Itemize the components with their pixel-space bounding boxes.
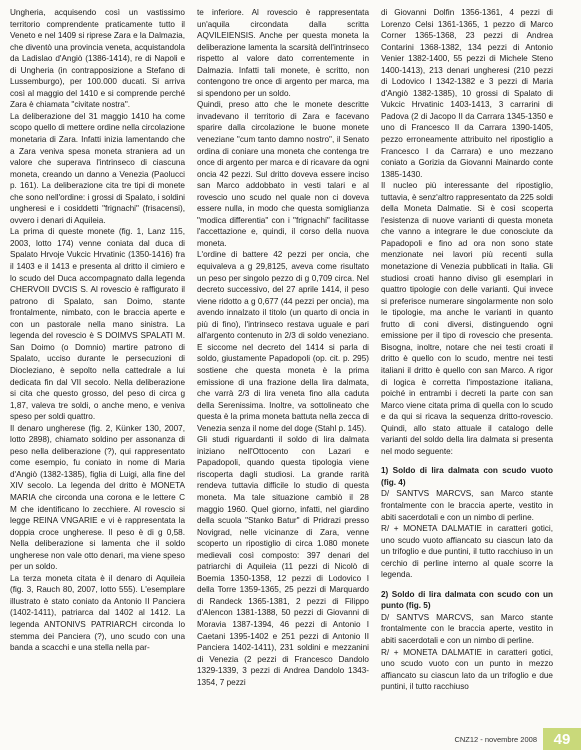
paragraph: di Giovanni Dolfin 1356-1361, 4 pezzi di Lorenzo Celsi 1361-1365, 1 pezzo di Marco Corner 1365-1368, 23 pezzi di Andrea Contarini 1368-1382, 134 pezzi di Antonio Venier 1382-1400, 55 pezzi di Michele Steno 1400-1413), 213 denari ungheresi (210 pezzi di Lodovico I 1342-1382 e 3 pezzi di Maria d'Angiò 1382-1385), 10 grossi di Spalato di Vukcic Hrvatinic 1403-1413, 3 carrarini di Padova (2 di Jacopo II da Carrara 1345-1350 e uno di Francesco II da Carrara 1390-1405, pezzo erroneamente attribuito nel ripostiglio a Francesco I da Carrara) e uno mezzano coniato a Gorizia da Giovanni Mainardo conte 1385-1430. [381,8,553,179]
catalog-entry-obverse: D/ SANTVS MARCVS, san Marco stante frontalmente con le braccia aperte, vestito in abiti sacerdotali e con un nimbo di perline. [381,489,553,522]
paragraph: Gli studi riguardanti il soldo di lira dalmata iniziano nell'Ottocento con Lazari e Papadopoli, quando questa tipologia viene riscoperta dagli studiosi. La grande rarità rendeva tuttavia difficile lo studio di questa moneta. Ma tale situazione cambiò il 28 maggio 1960. Quel giorno, infatti, nel giardino della scuola "Stanko Batur" di Pridrazi presso Novigrad, nelle vicinanze di Zara, venne scoperto un ripostiglio di circa 1.080 monete medievali così composto: 397 denari del patriarchi di Aquileia (11 pezzi di Nicolò di Boemia 1350-1358, 12 pezzi di Lodovico I della Torre 1359-1365, 25 pezzi di Marquardo di Randeck 1365-1381, 2 pezzi di Filippo d'Alencon 1381-1388, 50 pezzi di Giovanni di Moravia 1387-1394, 46 pezzi di Antonio I Caetani 1395-1402 e 251 pezzi di Antonio II Panciera 1402-1411), 231 soldini e mezzanini di Venezia (2 pezzi di Francesco Dandolo 1329-1339, 3 pezzi di Andrea Dandolo 1343-1354, 7 pezzi [197,435,369,687]
paragraph: Il nucleo più interessante del ripostiglio, tuttavia, è senz'altro rappresentato da 225 soldi della Moneta Dalmatie. Si è così scoperta l'esistenza di nuove varianti di questa moneta che vanno a integrare le due conosciute da Papadopoli e fino ad ora non sono state menzionate nei lavori più recenti sulla monetazione di Venezia pubblicati in Italia. Gli studiosi croati hanno diviso gli esemplari in quattro tipologie con delle varianti. Qui invece si preferisce numerare singolarmente non solo le tipologie, ma anche le varianti in quanto frutto di coni diversi, distinguendo ogni emissione per il tipo di rovescio che presenta. Bisogna, inoltre, notare che nei testi croati il dritto è quello con lo scudo, mentre nei testi italiani il dritto è quello con san Marco. A rigor di logica è corretta l'impostazione italiana, poiché in entrambi i decreti la parte con san Marco viene citata prima di quella con lo scudo e da qui si ricava la sequenza dritto-rovescio. Quindi, allo stato attuale il catalogo delle varianti del soldo della lira dalmata si presenta nel modo seguente: [381,181,553,456]
text-column-right [381,7,553,693]
catalog-entry-title: 2) Soldo di lira dalmata con scudo con un punto (fig. 5) [381,589,553,611]
catalog-entry-reverse: R/ + MONETA DALMATIE in caratteri gotici, uno scudo vuoto affiancato su ciascun lato da un trifoglio e due puntini, il tutto racchiuso in un cerchio di perline interno al quale scorre la legenda. [381,524,553,580]
catalog-entry-obverse: D/ SANTVS MARCVS, san Marco stante frontalmente con le braccia aperte, vestito in abiti sacerdotali e con un nimbo di perline. [381,612,553,645]
paragraph: te inferiore. Al rovescio è rappresentata un'aquila circondata dalla scritta AQVILEIENSIS. Anche per questa moneta la deliberazione lamenta la scarsità dell'intrinseco rispetto al valore dato correntemente in Dalmazia. Infatti tali monete, è scritto, non contengono tre once di argento per marca, ma si spendono per un soldo. [197,8,369,98]
issue-label: CNZ12 - novembre 2008 [454,735,537,744]
page-footer [0,728,581,750]
page-number: 49 [543,728,581,750]
text-column-middle [197,7,369,688]
catalog-entry-title: 1) Soldo di lira dalmata con scudo vuoto (fig. 4) [381,466,553,487]
catalog-entry-reverse: R/ + MONETA DALMATIE in caratteri gotici, uno scudo vuoto con un punto in mezzo affiancato su ciascun lato da un trifoglio e due puntini, il tutto racchiuso [381,647,553,692]
paragraph: La prima di queste monete (fig. 1, Lanz 115, 2003, lotto 174) venne coniata dal duca di Spalato Hrvoje Vukcic Hrvatinic (1350-1416) fra il 1403 e il 1413 e presenta al dritto il cimiero e lo scudo del Duca accompagnato dalla legenda CHERVOII DVCIS S. Al rovescio è raffigurato il patrono di Spalato, san Doimo, stante frontalmente, nimbato, con le braccia aperte e con un pastorale nella mano sinistra. La legenda del rovescio è S DOIMVS SPALATI M. San Doimo (o Domnio) martire patrono di Spalato, ucciso durante le persecuzioni di Diocleziano, è sepolto nella cattedrale a lui dedicata fin dal VII secolo. Nella deliberazione si cita che questo grosso, del peso di circa g 1,87, valeva tre soldi, o anche meno, e veniva speso per soldi quattro. [10,227,185,422]
text-column-left [10,7,185,654]
paragraph: L'ordine di battere 42 pezzi per oncia, che equivaleva a g 29,8125, aveva come risultato un peso per singolo pezzo di g 0,709 circa. Nel decreto successivo, del 27 aprile 1414, il peso viene ridotto a g 0,677 (44 pezzi per oncia), ma avendo innalzato il titolo (un quarto di oncia in più di fino), l'intrinseco restava uguale e pari all'argento contenuto in 2/3 di soldo veneziano. E siccome nel decreto del 1414 si parla di soldo, giustamente Papadopoli (op. cit. p. 295) sostiene che questa moneta è la prima emissione di una frazione della lira dalmata, che varrà 2/3 di lira veneta fino alla caduta della Serenissima. Inoltre, va sottolineato che questa è la prima moneta battuta nella zecca di Venezia senza il nome del doge (Stahl p. 145). [197,250,369,433]
paragraph: Il denaro ungherese (fig. 2, Künker 130, 2007, lotto 2898), chiamato soldino per assonanza di peso nella deliberazione (?), qui rappresentato come esempio, fu coniato in nome di Maria d'Angiò (1382-1385), figlia di Luigi, alla fine del XIV secolo. La legenda del dritto è MONETA MARIA che circonda una corona e le lettere C M che identificano lo zecchiere. Al rovescio si legge REINA VNGARIE e vi è rappresentata la doppia croce ungherese. Il peso è di g 0,58. Nella deliberazione si lamenta che il soldo ungherese non vale otto denari, ma viene speso per un soldo. [10,423,185,572]
paragraph: Ungheria, acquisendo così un vastissimo territorio comprendente praticamente tutto il Veneto e nel 1409 si riprese Zara e la Dalmazia, che diventò una provincia veneta, acquistandola da Ladislao d'Angiò (1386-1414), re di Napoli e di Ungheria (in contrapposizione a Stefano di Lussemburgo), per 100.000 ducati. Si arriva così al maggio del 1410 e si comprende perché Zara è chiamata "civitate nostra". [10,8,185,110]
paragraph: Quindi, preso atto che le monete descritte invadevano il territorio di Zara e facevano sparire dalla circolazione le buone monete veneziane "cum tanto damno nostro", il Senato ordina di coniare una moneta che contenga tre once di argento per marca e di ricavare da ogni oncia 42 pezzi. Sul dritto doveva essere inciso san Marco addobbato in vesti talari e al rovescio uno scudo nel quale non ci doveva essere nulla, in modo che questa somiglianza "modica differentia" con i "frignachi" facilitasse l'accettazione e, quindi, il corso della nuova moneta. [197,100,369,248]
paragraph: La deliberazione del 31 maggio 1410 ha come scopo quello di mettere ordine nella circolazione monetaria di Zara. Infatti inizia lamentando che a Zara veniva spesa moneta straniera ad un valore che superava l'intrinseco di ciascuna moneta, creando un danno a Venezia (Paolucci p. 161). La deliberazione cita tre tipi di monete che sono nell'ordine: i grossi di Spalato, i soldini ungheresi e i cosiddetti "frignachi" (frisacensi), ovvero i denari di Aquileia. [10,111,185,225]
paragraph: La terza moneta citata è il denaro di Aquileia (fig. 3, Rauch 80, 2007, lotto 555). L'esemplare illustrato è stato coniato da Antonio II Panciera (1402-1411), patriarca dal 1402 al 1412. La legenda ANTONIVS PATRIARCH circonda lo stemma dei Panciera (?), uno scudo con una banda a scacchi e una stella nella par- [10,573,185,653]
